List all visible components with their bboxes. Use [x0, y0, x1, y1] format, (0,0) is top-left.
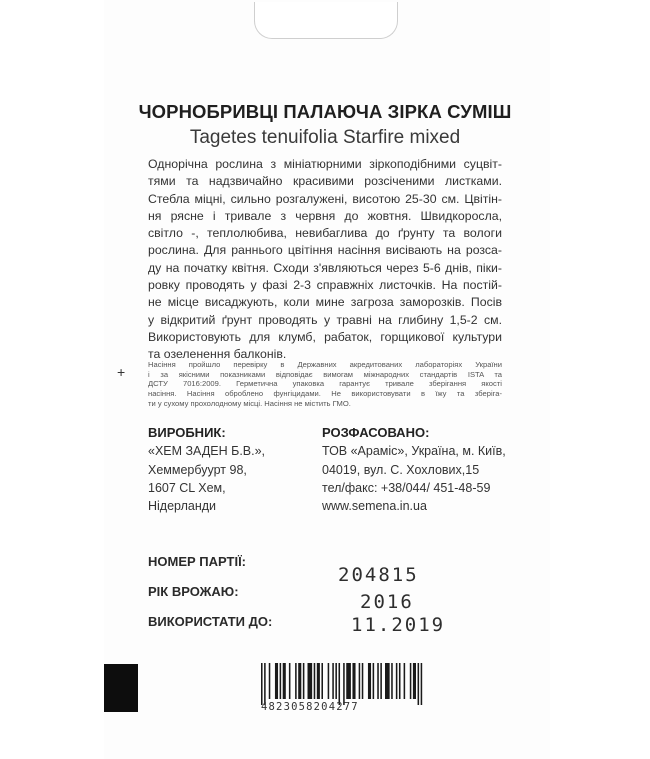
use-by-value: 11.2019	[351, 614, 446, 636]
description-line: Використовують для клумб, рабаток, горщикової культури	[148, 329, 502, 344]
harvest-year-label: РІК ВРОЖАЮ:	[148, 584, 239, 599]
barcode-bar	[295, 663, 297, 699]
barcode-bar	[261, 663, 263, 705]
use-by-label: ВИКОРИСТАТИ ДО:	[148, 614, 273, 629]
barcode-bar	[377, 663, 379, 699]
description-line: тями та надзвичайно красивими розсіченими листками.	[148, 174, 502, 189]
fine-print-line: і за якісними показниками відповідає вимогам міжнародних стандартів ISTA та	[148, 369, 502, 379]
manufacturer-line: Нідерланди	[148, 499, 216, 514]
manufacturer-line: «ХЕМ ЗАДЕН Б.В.»,	[148, 444, 266, 459]
barcode-bar	[332, 663, 334, 699]
barcode-bar	[346, 663, 351, 699]
barcode-bar	[280, 663, 282, 699]
manufacturer-line: 1607 CL Хем,	[148, 480, 226, 495]
barcode-bar	[410, 663, 412, 699]
barcode-bar	[399, 663, 401, 699]
packer-website: www.semena.in.ua	[322, 499, 427, 514]
manufacturer-block	[148, 424, 318, 515]
description-line: ду на початку квітня. Сходи з'являються через 5-6 днів, піки-	[148, 260, 502, 275]
packer-heading: РОЗФАСОВАНО:	[322, 425, 430, 440]
description-line: Однорічна рослина з мініатюрними зіркоподібними суцвіт-	[148, 157, 502, 171]
registration-cross-mark: +	[117, 364, 126, 380]
barcode-bar	[335, 663, 337, 699]
product-title-ukrainian: ЧОРНОБРИВЦІ ПАЛАЮЧА ЗІРКА СУМІШ	[138, 101, 512, 122]
fine-print-line: насіння. Насіння оброблено фунгіцидами. Не використовувати в їжу та зберіга-	[148, 389, 502, 399]
barcode-bar	[404, 663, 406, 699]
barcode-bar	[385, 663, 390, 699]
barcode-bar	[269, 663, 271, 699]
barcode-bar	[380, 663, 382, 699]
harvest-year-value: 2016	[360, 591, 414, 613]
description-line: у відкритий ґрунт проводять у травні на глибину 1,5-2 см.	[148, 312, 502, 327]
barcode-bar	[421, 663, 423, 705]
description-line: та озеленення балконів.	[148, 347, 287, 362]
barcode-bar	[359, 663, 361, 699]
barcode-bar	[352, 663, 355, 699]
barcode-bar	[343, 663, 345, 705]
description-line: ня рясне і тривале з червня до жовтня. Швидкоросла,	[148, 208, 502, 223]
barcode-bar	[418, 663, 420, 705]
manufacturer-heading: ВИРОБНИК:	[148, 425, 226, 440]
barcode-bar	[373, 663, 375, 699]
packer-line: ТОВ «Арамiс», Україна, м. Київ,	[322, 444, 506, 459]
fine-print	[148, 360, 502, 409]
batch-number-label: НОМЕР ПАРТІЇ:	[148, 554, 246, 569]
fine-print-line: Насіння пройшло перевірку в Державних акредитованих лабораторіях України	[148, 360, 502, 369]
fine-print-line: ДСТУ 7016:2009. Герметична упаковка гарантує тривале зберігання якості	[148, 379, 502, 389]
barcode-bar	[362, 663, 364, 699]
barcode-number: 4823058204277	[261, 701, 359, 713]
barcode-bar	[317, 663, 320, 699]
manufacturer-line: Хеммербуурт 98,	[148, 462, 247, 477]
product-title-latin: Tagetes tenuifolia Starfire mixed	[189, 127, 461, 148]
barcode-bar	[308, 663, 313, 699]
barcode-bar	[289, 663, 291, 699]
barcode-bar	[339, 663, 341, 705]
product-description	[148, 156, 502, 364]
barcode-bar	[413, 663, 416, 699]
packer-block	[322, 424, 512, 515]
barcode-bar	[314, 663, 316, 699]
barcode-bar	[264, 663, 266, 705]
barcode-bar	[298, 663, 301, 699]
packer-line: 04019, вул. С. Хохлових,15	[322, 462, 480, 477]
description-line: Стебла міцні, сильно розгалужені, висотою 25-30 см. Цвітін-	[148, 191, 502, 206]
barcode-bar	[303, 663, 305, 699]
batch-number-value: 204815	[338, 564, 419, 586]
description-line: ровку проводять у фазі 2-3 справжніх листочків. На постій-	[148, 278, 502, 293]
packer-line: тел/факс: +38/044/ 451-48-59	[322, 480, 491, 495]
barcode-bar	[368, 663, 371, 699]
fine-print-line: ти у сухому прохолодному місці. Насіння не містить ГМО.	[148, 398, 351, 408]
barcode-bar	[396, 663, 398, 699]
barcode-bar	[283, 663, 286, 699]
description-line: рослина. Для раннього цвітіння насіння висівають на розса-	[148, 243, 502, 258]
description-line: не місце висаджують, коли мине загроза заморозків. Посів	[148, 295, 502, 310]
barcode-bar	[328, 663, 330, 699]
description-line: світло -, теплолюбива, невибаглива до ґрунту та вологи	[148, 226, 502, 241]
hang-hole	[254, 2, 398, 39]
barcode-bar	[391, 663, 393, 699]
barcode-bar	[275, 663, 278, 699]
black-registration-square	[104, 664, 138, 712]
barcode-bar	[321, 663, 323, 699]
